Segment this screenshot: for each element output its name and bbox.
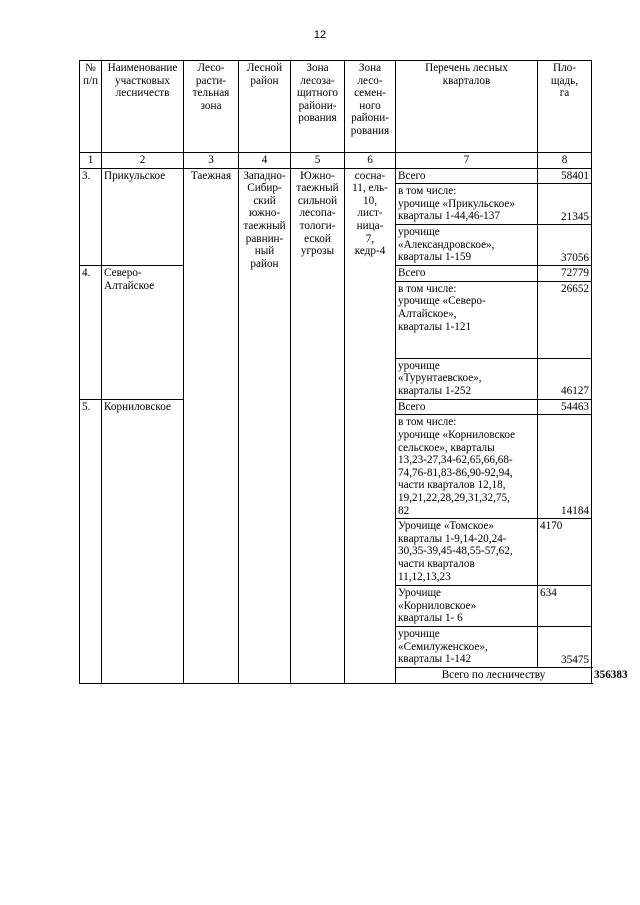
vegetation-zone: Таежная <box>184 168 239 683</box>
forestry-name: Корниловское <box>102 399 184 683</box>
column-number: 5 <box>291 153 345 169</box>
forest-quarters-table <box>79 60 628 684</box>
quarters-total-label: Всего <box>396 168 538 184</box>
quarters-list: Урочище «Корниловское» кварталы 1- 6 <box>396 586 538 627</box>
quarters-list: в том числе: урочище «Корниловское сельское», кварталы 13,23-27,34-62,65,66,68- 74,76-81,83-86,90-92,94, части кварталов 12,18, 19,21,22,28,29,31,32,75, 82 <box>396 415 538 519</box>
row-number: 5. <box>80 399 102 683</box>
page-number: 12 <box>313 29 327 41</box>
forestry-name: Прикульское <box>102 168 184 266</box>
quarters-list: в том числе: урочище «Северо- Алтайское», кварталы 1-121 <box>396 281 538 358</box>
quarters-list: Урочище «Томское» кварталы 1-9,14-20,24- 30,35-39,45-48,55-57,62, части кварталов 11,12,13,23 <box>396 519 538 586</box>
header-area: Пло- щадь, га <box>538 61 592 153</box>
area-total: 72779 <box>538 266 592 282</box>
quarters-list: урочище «Турунтаевское», кварталы 1-252 <box>396 358 538 399</box>
header-protective-zone: Зона лесоза- щитного райони- рования <box>291 61 345 153</box>
area-value: 14184 <box>538 415 592 519</box>
header-quarters-list: Перечень лесных кварталов <box>396 61 538 153</box>
table-row <box>80 168 592 184</box>
column-numbers-row <box>80 153 592 169</box>
column-number: 2 <box>102 153 184 169</box>
quarters-total-label: Всего <box>396 399 538 415</box>
column-number: 4 <box>239 153 291 169</box>
area-value: 37056 <box>538 225 592 266</box>
table-header-row <box>80 61 592 153</box>
table-total-row: Всего по лесничеству 356383 <box>80 668 592 684</box>
column-number: 6 <box>345 153 396 169</box>
protective-zone: Южно- таежный сильной лесопа- тологи- еской угрозы <box>291 168 345 683</box>
area-total: 54463 <box>538 399 592 415</box>
area-total: 58401 <box>538 168 592 184</box>
quarters-list: урочище «Александровское», кварталы 1-159 <box>396 225 538 266</box>
area-value: 35475 <box>538 627 592 668</box>
area-value: 26652 <box>538 281 592 358</box>
quarters-list: урочище «Семилуженское», кварталы 1-142 <box>396 627 538 668</box>
area-value: 21345 <box>538 184 592 225</box>
quarters-total-label: Всего <box>396 266 538 282</box>
header-seed-zone: Зона лесо- семен- ного райони- рования <box>345 61 396 153</box>
column-number: 3 <box>184 153 239 169</box>
forest-district: Западно- Сибир- ский южно- таежный равнин- ный район <box>239 168 291 683</box>
area-value: 46127 <box>538 358 592 399</box>
header-forestry-name: Наименование участковых лесничеств <box>102 61 184 153</box>
column-number: 8 <box>538 153 592 169</box>
row-number: 3. <box>80 168 102 266</box>
header-forest-district: Лесной район <box>239 61 291 153</box>
seed-zone: сосна- 11, ель- 10, лист- ница- 7, кедр-4 <box>345 168 396 683</box>
forestry-name: Северо- Алтайское <box>102 266 184 400</box>
column-number: 1 <box>80 153 102 169</box>
area-value: 4170 <box>538 519 592 586</box>
quarters-list: в том числе: урочище «Прикульское» кварталы 1-44,46-137 <box>396 184 538 225</box>
row-number: 4. <box>80 266 102 400</box>
grand-total-label: Всего по лесничеству <box>396 668 592 684</box>
area-value: 634 <box>538 586 592 627</box>
column-number: 7 <box>396 153 538 169</box>
header-vegetation-zone: Лесо- расти- тельная зона <box>184 61 239 153</box>
header-number: № п/п <box>80 61 102 153</box>
